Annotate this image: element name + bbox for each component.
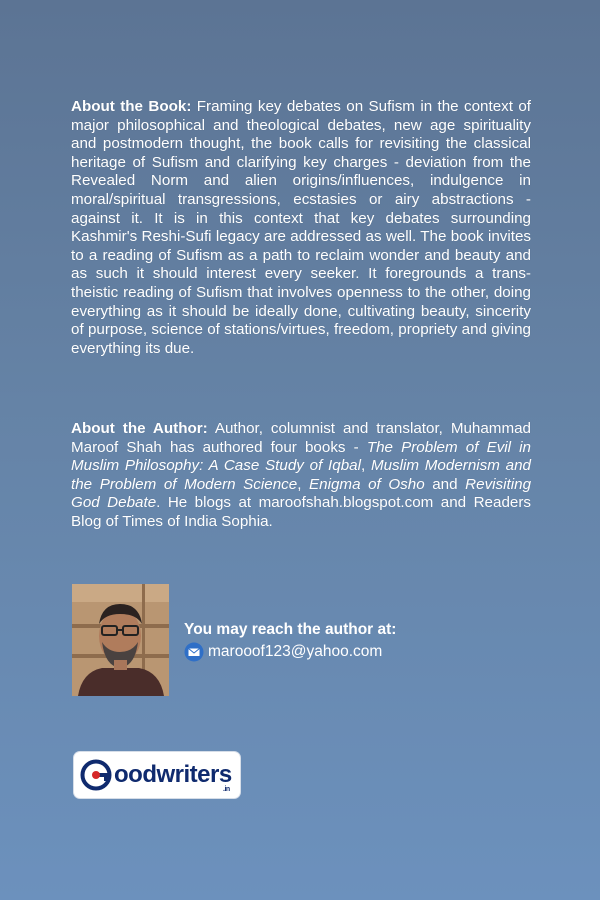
contact-title: You may reach the author at:	[184, 621, 397, 638]
separator: ,	[360, 457, 371, 475]
book-title-2: Muslim Modernism and the Problem of Modern Science	[71, 457, 531, 493]
author-photo	[72, 584, 169, 696]
about-author-intro: Author, columnist and translator, Muhammad Maroof Shah has authored four books -	[71, 420, 532, 456]
publisher-suffix: .in	[223, 786, 230, 793]
email-row[interactable]	[184, 642, 396, 662]
about-book-paragraph	[71, 98, 531, 358]
about-book-body: Framing key debates on Sufism in the context of major philosophical and theological debates, new age spirituality and postmodern thought, the book calls for revisiting the classical heritage of Sufism and clarifying key charges - deviation from the Revealed Norm and alien origins/influences, indulgence in moral/spiritual transgressions, ecstasies or airy abstractions - against it. It is in this context that key debates surrounding Kashmir's Reshi-Sufi legacy are addressed as well. The book invites to a reading of Sufism as a path to reclaim wonder and beauty and as such it should interest every seeker. It foregrounds a trans-theistic reading of Sufism that involves openness to the other, doing everything as it should be ideally done, cultivating beauty, sincerity of purpose, science of stations/virtues, freedom, propriety and giving everything its due.	[71, 98, 531, 357]
publisher-logo	[74, 752, 240, 798]
contact-block	[184, 620, 396, 662]
about-author-outro: . He blogs at maroofshah.blogspot.com and Readers Blog of Times of India Sophia.	[71, 494, 531, 530]
book-title-1: The Problem of Evil in Muslim Philosophy: A Case Study of Iqbal	[71, 438, 531, 475]
book-title-3: Enigma of Osho	[309, 475, 425, 493]
book-title-4: Revisiting God Debate	[71, 475, 532, 512]
publisher-wordmark: oodwriters	[114, 761, 232, 788]
separator: ,	[297, 475, 310, 493]
separator: and	[424, 475, 466, 493]
about-book-heading: About the Book:	[71, 98, 192, 115]
g-logo-icon	[80, 759, 112, 791]
publisher-name	[114, 761, 232, 793]
envelope-icon	[184, 642, 204, 662]
about-author-paragraph	[71, 420, 531, 532]
about-author-heading: About the Author:	[71, 420, 208, 437]
email-address[interactable]: marooof123@yahoo.com	[208, 643, 383, 660]
